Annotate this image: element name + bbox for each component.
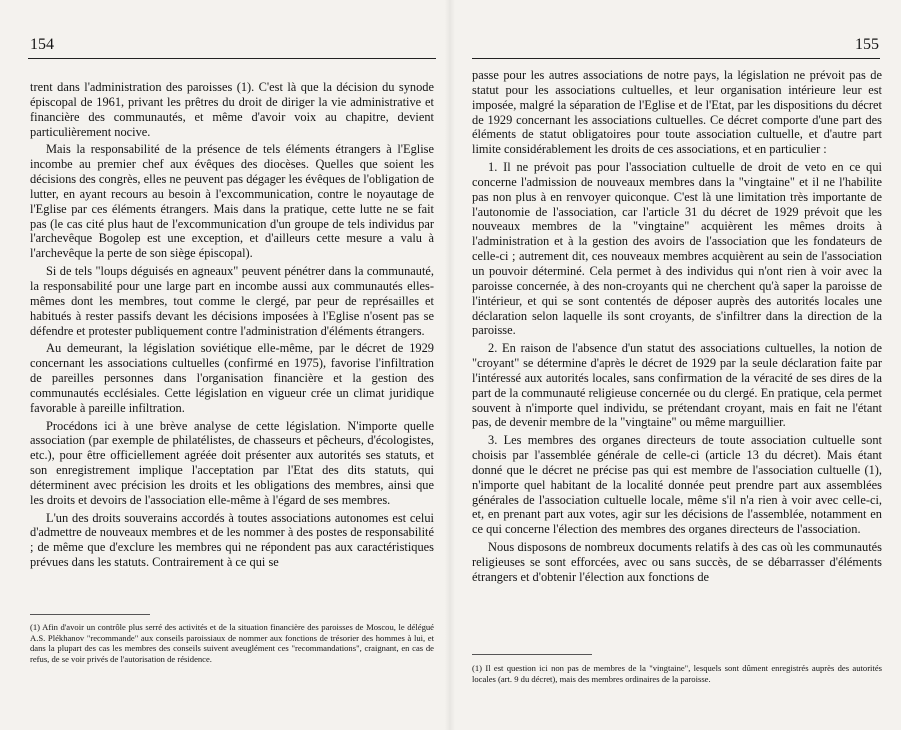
paragraph: Si de tels "loups déguisés en agneaux" peuvent pénétrer dans la communauté, la responsabilité pour une large part en incombe aussi aux communautés elles-mêmes dont les membres, tout comme le clergé, par peur de représailles et habitués à rester passifs devant les décisions imposées à l'Eglise n'osent pas se défendre et protester publiquement contre l'administration d'éléments étrangers. xyxy=(30,264,434,338)
left-page xyxy=(0,0,450,730)
page-number: 155 xyxy=(855,36,879,53)
footnote-rule xyxy=(472,654,592,655)
body-text xyxy=(472,68,882,585)
paragraph: trent dans l'administration des paroisses (1). C'est là que la décision du synode épiscopal de 1961, privant les prêtres du droit de diriger la vie administrative et financière des communautés, et même d'avoir voix au chapitre, devient particulièrement nocive. xyxy=(30,80,434,139)
footnote xyxy=(30,622,434,664)
paragraph: Nous disposons de nombreux documents relatifs à des cas où les communautés religieuses se sont efforcées, avec ou sans succès, de se débarrasser d'éléments étrangers et d'obtenir l'élection aux fonctions de xyxy=(472,540,882,584)
paragraph: Procédons ici à une brève analyse de cette législation. N'importe quelle association (par exemple de philatélistes, de chasseurs et pêcheurs, d'écologistes, etc.), pour être officiellement agréée doit présenter aux autorités ses statuts, et son enregistrement implique l'acceptation par l'Etat des dits statuts, qui déterminent avec précision les droits et les obligations des membres, ainsi que les droits et devoirs de l'association elle-même à l'égard de ses membres. xyxy=(30,418,434,507)
paragraph: L'un des droits souverains accordés à toutes associations autonomes est celui d'admettre de nouveaux membres et de les nommer à des postes de responsabilité ; de même que d'exclure les membres qui ne répondent pas aux caractéristiques prévues dans les statuts. Contrairement à ce qui se xyxy=(30,510,434,570)
page-number: 154 xyxy=(30,36,54,53)
paragraph: 1. Il ne prévoit pas pour l'association cultuelle de droit de veto en ce qui concerne l'admission de nouveaux membres dans la "vingtaine" et il ne l'habilite pas non plus à en renvoyer quiconque. C'est là une limitation très importante de l'autonomie de l'association, car l'article 31 du décret de 1929 prévoit que les nouveaux membres de la "vingtaine" acquièrent les mêmes droits à l'administration et à la gestion des avoirs de l'association que les fondateurs de celle-ci ; autrement dit, ces nouveaux membres acquièrent au sein de l'association un pouvoir déterminé. Cela permet à des individus qui n'ont rien à voir avec la paroisse concernée, à des non-croyants qui ne cherchent qu'à saper la paroisse de l'intérieur, et qui se sont contentés de déposer auprès des autorités locales une déclaration selon laquelle ils sont croyants, de s'infiltrer dans la direction de la paroisse. xyxy=(472,160,882,338)
paragraph: Au demeurant, la législation soviétique elle-même, par le décret de 1929 concernant les associations cultuelles (confirmé en 1975), favorise l'infiltration de pareilles personnes dans l'organisation financière et la gestion des communautés ecclésiales. Cette législation en vigueur crée un climat juridique favorable à pareille infiltration. xyxy=(30,341,434,415)
paragraph: 2. En raison de l'absence d'un statut des associations cultuelles, la notion de "croyant" se détermine d'après le décret de 1929 par la seule déclaration faite par l'intéressé aux autorités locales, sans confirmation de la véracité de ses dires de la part de la communauté religieuse concernée ou du clergé. En pratique, cela permet souvent à n'importe quel individu, se prétendant croyant, mais en fait ne l'étant pas, de devenir membre de la "vingtaine" ou même marguillier. xyxy=(472,341,882,430)
footnote-text: (1) Il est question ici non pas de membres de la "vingtaine", lesquels sont dûment enregistrés auprès des autorités locales (art. 9 du décret), mais des membres ordinaires de la paroisse. xyxy=(472,663,882,684)
footnote-text: (1) Afin d'avoir un contrôle plus serré des activités et de la situation financière des paroisses de Moscou, le délégué A.S. Plékhanov "recommande" aux conseils paroissiaux de nommer aux fonctions de trésorier des hommes à lui, et dans la plupart des cas les membres des conseils suivent aveuglément ces "recommandations", craignant, en cas de refus, de se voir privés de l'autorisation de résidence. xyxy=(30,622,434,664)
paragraph: 3. Les membres des organes directeurs de toute association cultuelle sont choisis par l'assemblée générale de celle-ci (article 13 du décret). Mais étant donné que le décret ne précise pas qui est membre de l'association cultuelle (1), n'importe quel habitant de la localité donnée peut prendre part aux assemblées générales de l'association cultuelle locale, même s'il n'a rien à voir avec celle-ci, et, en prenant part aux votes, agir sur les décisions de l'assemblée, notamment en ce qui concerne l'élection des membres des organes directeurs de l'association. xyxy=(472,433,882,537)
header-rule xyxy=(472,58,880,59)
body-text xyxy=(30,80,434,570)
footnote-rule xyxy=(30,614,150,615)
header-rule xyxy=(28,58,436,59)
right-page xyxy=(450,0,901,730)
footnote xyxy=(472,663,882,684)
paragraph: passe pour les autres associations de notre pays, la législation ne prévoit pas de statut pour les associations cultuelles, et leur organisation intérieure leur est imposée, malgré la séparation de l'Eglise et de l'Etat, par les dispositions du décret de 1929 concernant les associations cultuelles. Ce décret comporte d'une part des éléments de statut obligatoires pour toute association cultuelle, et d'autre part limite considérablement les droits de ces associations, et en particulier : xyxy=(472,68,882,157)
paragraph: Mais la responsabilité de la présence de tels éléments étrangers à l'Eglise incombe au premier chef aux évêques des diocèses. Quelles que soient les décisions des congrès, elles ne peuvent pas dégager les évêques de l'obligation de lutter, en ayant recours au besoin à l'excommunication, contre le noyautage de l'Eglise par ces éléments étrangers. Mais dans la pratique, cette lutte ne se fait pas (le cas cité plus haut de l'excommunication d'un groupe de tels individus par l'archevêque Bogolep est une exception, et d'ailleurs cette mesure a valu à l'archevêque la perte de son siège épiscopal). xyxy=(30,142,434,261)
